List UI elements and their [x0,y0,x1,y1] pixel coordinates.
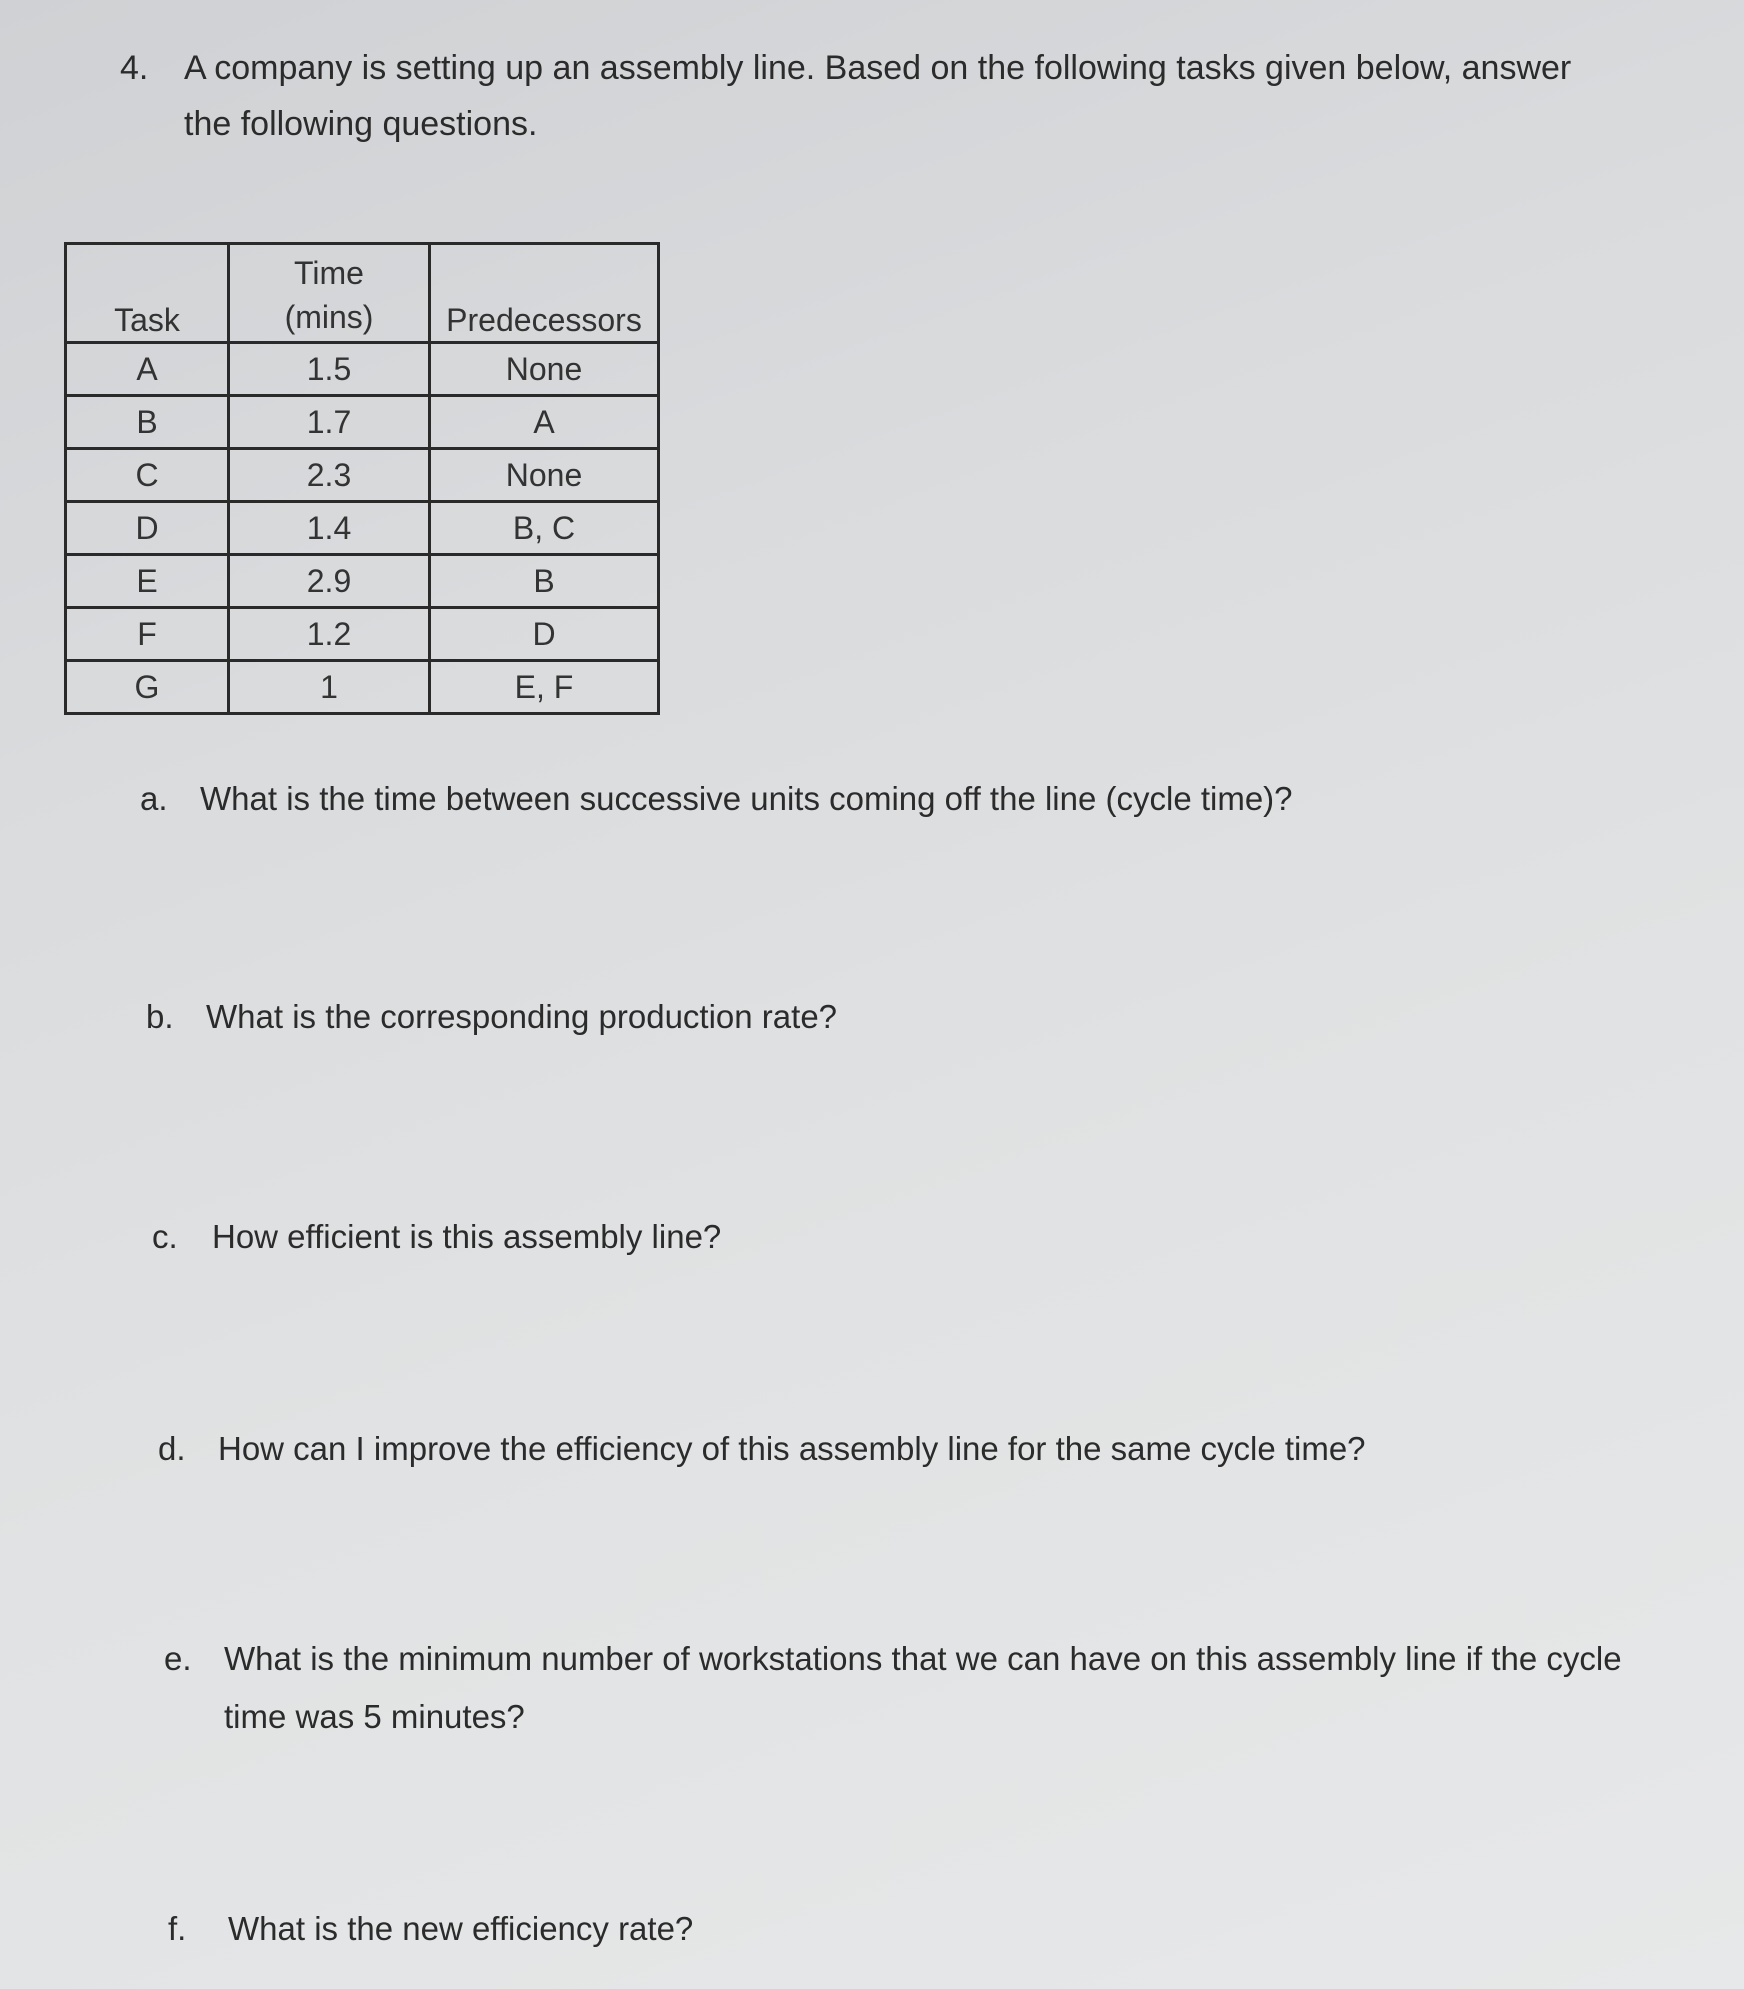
cell-time: 1.7 [229,396,430,449]
cell-task: A [66,343,229,396]
cell-predecessors: None [430,449,659,502]
subquestion-text: What is the corresponding production rate? [206,998,838,1035]
subquestion-letter: b. [146,998,174,1035]
cell-time: 1.2 [229,608,430,661]
cell-predecessors: B [430,555,659,608]
header-time [229,244,430,343]
cell-time: 1.5 [229,343,430,396]
cell-time: 2.3 [229,449,430,502]
subquestion-e [164,1630,1644,1746]
cell-predecessors: E, F [430,661,659,714]
question-text: A company is setting up an assembly line. Based on the following tasks given below, answer the following questions. [184,49,1572,143]
cell-predecessors: A [430,396,659,449]
table-row [66,502,659,555]
cell-task: E [66,555,229,608]
table-row [66,608,659,661]
table-row [66,661,659,714]
subquestion-d [158,1420,1558,1478]
cell-time: 2.9 [229,555,430,608]
subquestion-letter: c. [152,1218,178,1255]
subquestion-a [140,770,1540,828]
subquestion-c [152,1208,1552,1266]
subquestion-text: What is the new efficiency rate? [228,1910,694,1947]
subquestion-text: How efficient is this assembly line? [212,1218,722,1255]
subquestion-b [146,988,1546,1046]
table-row [66,343,659,396]
task-table [64,242,660,715]
table-row [66,449,659,502]
cell-task: D [66,502,229,555]
cell-predecessors: D [430,608,659,661]
cell-task: F [66,608,229,661]
table-header-row [66,244,659,343]
subquestion-text: What is the time between successive units coming off the line (cycle time)? [200,780,1293,817]
subquestion-letter: f. [168,1910,187,1947]
question-number: 4. [120,49,149,87]
header-time-line2: (mins) [284,299,374,335]
cell-task: B [66,396,229,449]
subquestion-letter: d. [158,1430,186,1467]
cell-time: 1.4 [229,502,430,555]
cell-predecessors: B, C [430,502,659,555]
cell-task: C [66,449,229,502]
cell-time: 1 [229,661,430,714]
header-predecessors: Predecessors [430,244,659,343]
subquestion-text: What is the minimum number of workstations that we can have on this assembly line if the cycle time was 5 minutes? [224,1640,1622,1735]
question-header [120,40,1620,152]
subquestion-text: How can I improve the efficiency of this assembly line for the same cycle time? [218,1430,1366,1467]
table-row [66,555,659,608]
cell-predecessors: None [430,343,659,396]
header-task: Task [66,244,229,343]
subquestion-letter: a. [140,780,168,817]
cell-task: G [66,661,229,714]
header-time-line1: Time [294,255,364,291]
subquestion-letter: e. [164,1640,192,1677]
table-row [66,396,659,449]
subquestion-f [168,1900,1568,1958]
